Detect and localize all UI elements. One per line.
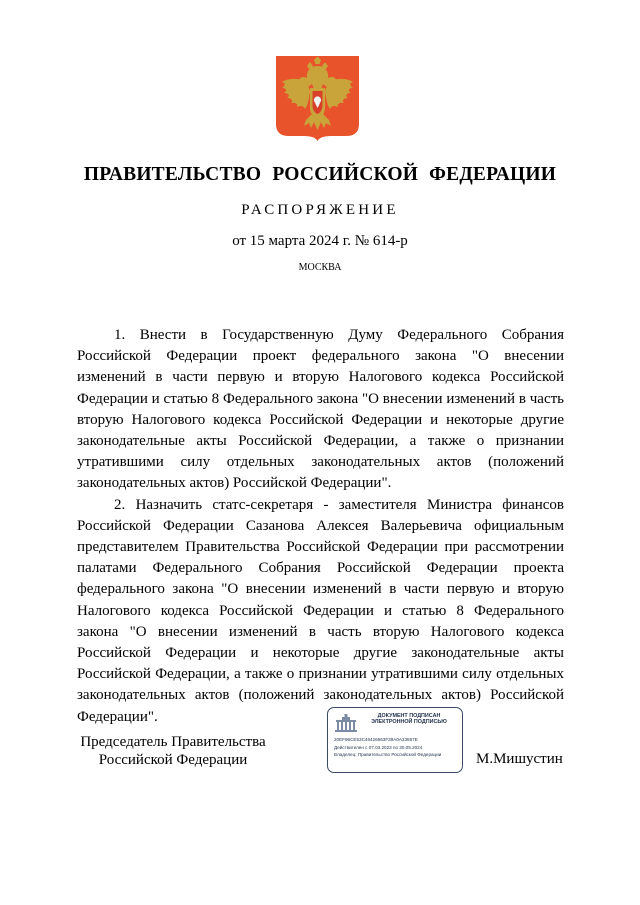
coat-of-arms-emblem <box>276 56 359 141</box>
document-city: МОСКВА <box>298 262 342 273</box>
esign-certificate: 20EF96CE53C46426663F39A0A33867E <box>334 737 418 742</box>
organization-title: ПРАВИТЕЛЬСТВО РОССИЙСКОЙ ФЕДЕРАЦИИ <box>83 164 557 185</box>
document-type: РАСПОРЯЖЕНИЕ <box>241 202 399 218</box>
signer-position <box>78 733 268 769</box>
signer-position-line-1: Председатель Правительства <box>80 734 266 750</box>
esign-title <box>360 713 458 726</box>
esign-title-line-2: ЭЛЕКТРОННОЙ ПОДПИСЬЮ <box>371 719 447 726</box>
esign-validity: Действителен с 07.03.2023 по 30.05.2024 <box>334 745 423 750</box>
paragraph-1: 1. Внести в Государственную Думу Федерального Собрания Российской Федерации проект федерального закона "О внесении изменений в части первую и вторую Налогового кодекса Российской Федерации и статью 8 Федерального закона "О внесении изменений в часть вторую Налогового кодекса Российской Федерации и некоторые другие законодательные акты Российской Федерации, а также о признании утратившими силу отдельных законодательных актов (положений законодательных актов) Российской Федерации". <box>77 327 564 492</box>
paragraph-2: 2. Назначить статс-секретаря - заместителя Министра финансов Российской Федерации Сазанова Алексея Валерьевича официальным представителем Правительства Российской Федерации при рассмотрении палатами Федерального Собрания Российской Федерации проекта федерального закона "О внесении изменений в части первую и вторую Налогового кодекса Российской Федерации и статью 8 Федерального закона "О внесении изменений в часть вторую Налогового кодекса Российской Федерации и некоторые другие законодательные акты Российской Федерации, а также о признании утратившими силу отдельных законодательных актов (положений законодательных актов) Российской Федерации". <box>77 496 564 725</box>
signer-name: М.Мишустин <box>476 751 563 767</box>
electronic-signature-stamp <box>327 707 463 773</box>
esign-owner: Владелец: Правительство Российской Федерации <box>334 752 442 757</box>
signer-position-line-2: Российской Федерации <box>98 752 248 768</box>
esign-title-line-1: ДОКУМЕНТ ПОДПИСАН <box>377 713 441 719</box>
document-body <box>77 325 564 728</box>
document-date-number: от 15 марта 2024 г. № 614-р <box>232 233 408 249</box>
building-icon <box>334 713 358 733</box>
